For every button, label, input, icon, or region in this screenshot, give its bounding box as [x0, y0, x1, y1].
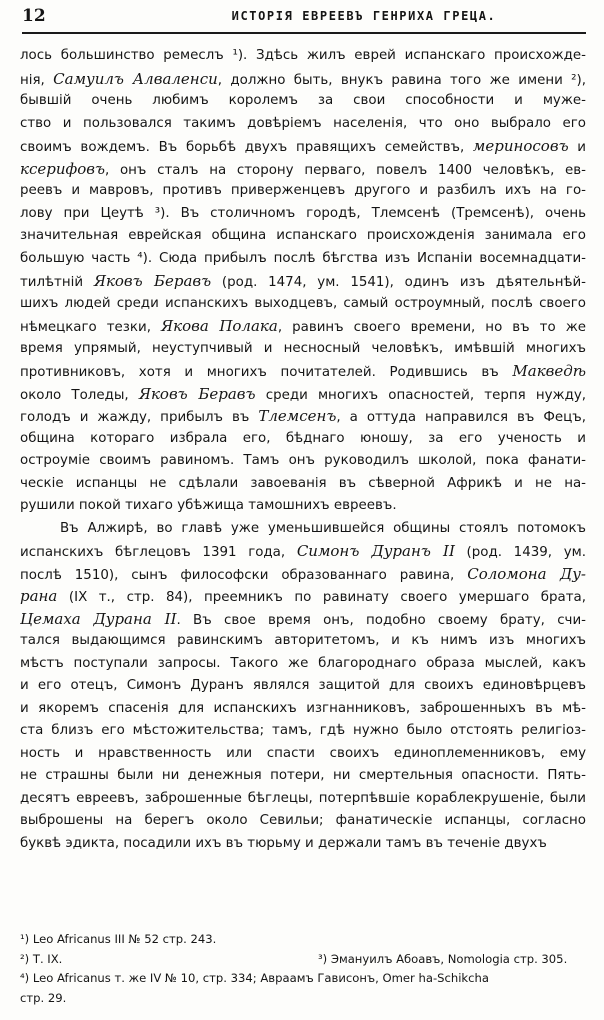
text-line: нѣмецкаго тезки, Якова Полака, равинъ своего времени, но въ то же — [20, 317, 586, 335]
text-line: около Толеды, Яковъ Беравъ среди многихъ опасностей, терпя нужду, — [20, 384, 586, 403]
page-header — [22, 6, 586, 32]
text-line: Въ Алжирѣ, во главѣ уже уменьшившейся общины стоялъ потомокъ — [60, 520, 586, 536]
text-line: мѣстъ поступали запросы. Такого же благороднаго образа мыслей, какъ — [20, 655, 586, 671]
text-line: десятъ евреевъ, заброшенные бѣглецы, потерпѣвшіе кораблекрушеніе, были — [20, 790, 586, 806]
text-line: реевъ и мавровъ, противъ приверженцевъ другого и разбилъ ихъ на го- — [20, 183, 586, 198]
text-line: и его отецъ, Симонъ Дуранъ являлся защитой для своихъ единовѣрцевъ — [20, 678, 586, 693]
text-line: лову при Цеутѣ ³). Въ столичномъ городѣ, Тлемсенѣ (Тремсенѣ), очень — [20, 205, 586, 221]
text-line: испанскихъ бѣглецовъ 1391 года, Симонъ Дуранъ II (род. 1439, ум. — [20, 542, 586, 560]
text-line: не страшны были ни денежныя потери, ни смертельныя опасности. Пять- — [20, 768, 586, 783]
text-line: нія, Самуилъ Алваленси, должно быть, внукъ равина того же имени ²), — [20, 69, 586, 88]
footnote-3: ³) Эмануилъ Абоавъ, Nomologia стр. 305. — [318, 951, 568, 966]
text-line: лось большинство ремеслъ ¹). Здѣсь жилъ еврей испанскаго происхожде- — [20, 48, 586, 63]
text-line: большую часть ⁴). Сюда прибылъ послѣ бѣгства изъ Испаніи восемнадцати- — [20, 250, 586, 266]
text-line: община котораго избрала его, бѣднаго юношу, за его ученость и — [20, 430, 586, 446]
page-number: 12 — [22, 6, 46, 26]
text-line: выброшены на берегъ около Севильи; фанатическіе испанцы, согласно — [20, 813, 586, 828]
footnote-1 — [20, 930, 586, 950]
text-line: ческіе испанцы не сдѣлали завоеванія въ сѣверной Африкѣ и не на- — [20, 475, 586, 491]
text-line: ксерифовъ, онъ сталъ на сторону перваго, повелъ 1400 человѣкъ, ев- — [20, 159, 586, 178]
footnote-4-cont-text: стр. 29. — [20, 990, 67, 1005]
footnote-1-text: ¹) Leo Africanus III № 52 стр. 243. — [20, 932, 217, 946]
text-line: рушили покой тихаго убѣжища тамошнихъ евреевъ. — [20, 498, 397, 513]
text-line: и якоремъ спасенія для испанскихъ изгнанниковъ, заброшенныхъ въ мѣ- — [20, 700, 586, 716]
text-line: время упрямый, неуступчивый и несносный человѣкъ, имѣвшій многихъ — [20, 340, 586, 356]
text-line: тилѣтній Яковъ Беравъ (род. 1474, ум. 1541), одинъ изъ дѣятельнѣй- — [20, 272, 586, 290]
text-line: послѣ 1510), сынъ философски образованнаго равина, Соломона Ду- — [20, 564, 586, 583]
text-line: голодъ и жажду, прибылъ въ Тлемсенъ, а оттуда направился въ Фецъ, — [20, 407, 586, 425]
text-line: рана (IX т., стр. 84), преемникъ по равинату своего умершаго брата, — [20, 587, 586, 605]
footnote-row-2-3 — [20, 950, 586, 970]
text-line: своимъ вождемъ. Въ борьбѣ двухъ правящихъ семействъ, мериносовъ и — [20, 137, 586, 155]
text-line: ста близъ его мѣстожительства; тамъ, гдѣ нужно было отстоять религіоз- — [20, 723, 586, 738]
text-line: шихъ людей среди испанскихъ выходцевъ, самый остроумный, послѣ своего — [20, 295, 586, 311]
header-rule — [22, 32, 586, 34]
text-line: остроуміе своимъ равиномъ. Тамъ онъ руководилъ школой, пока фанати- — [20, 453, 586, 468]
footnote-4-text: ⁴) Leo Africanus т. же IV № 10, стр. 334; Авраамъ Гависонъ, Omer ha-Schikcha — [20, 971, 489, 985]
text-line: бывшій очень любимъ королемъ за свои способности и муже- — [20, 93, 586, 108]
text-line: тался выдающимся равинскимъ авторитетомъ, и къ нимъ изъ многихъ — [20, 633, 586, 648]
text-line: противниковъ, хотя и многихъ почитателей. Родившись въ Макведѣ — [20, 362, 586, 380]
footnotes — [20, 930, 586, 1008]
running-title: ИСТОРІЯ ЕВРЕЕВЪ ГЕНРИХА ГРЕЦА. — [231, 9, 497, 23]
text-line: Цемаха Дурана II. Въ свое время онъ, подобно своему брату, счи- — [20, 609, 586, 628]
text-line: значительная еврейская община испанскаго происхожденія занимала его — [20, 228, 586, 243]
footnote-4 — [20, 969, 586, 989]
body-text — [20, 45, 586, 855]
text-line: буквѣ эдикта, посадили ихъ въ тюрьму и держали тамъ въ теченіе двухъ — [20, 835, 547, 851]
text-line: ство и пользовался такимъ довѣріемъ населенія, что оно выбрало его — [20, 115, 586, 131]
footnote-4-continuation — [20, 989, 586, 1009]
text-line: ность и нравственность или спасти своихъ единоплеменниковъ, ему — [20, 745, 586, 761]
footnote-2: ²) Т. IX. — [20, 951, 63, 966]
